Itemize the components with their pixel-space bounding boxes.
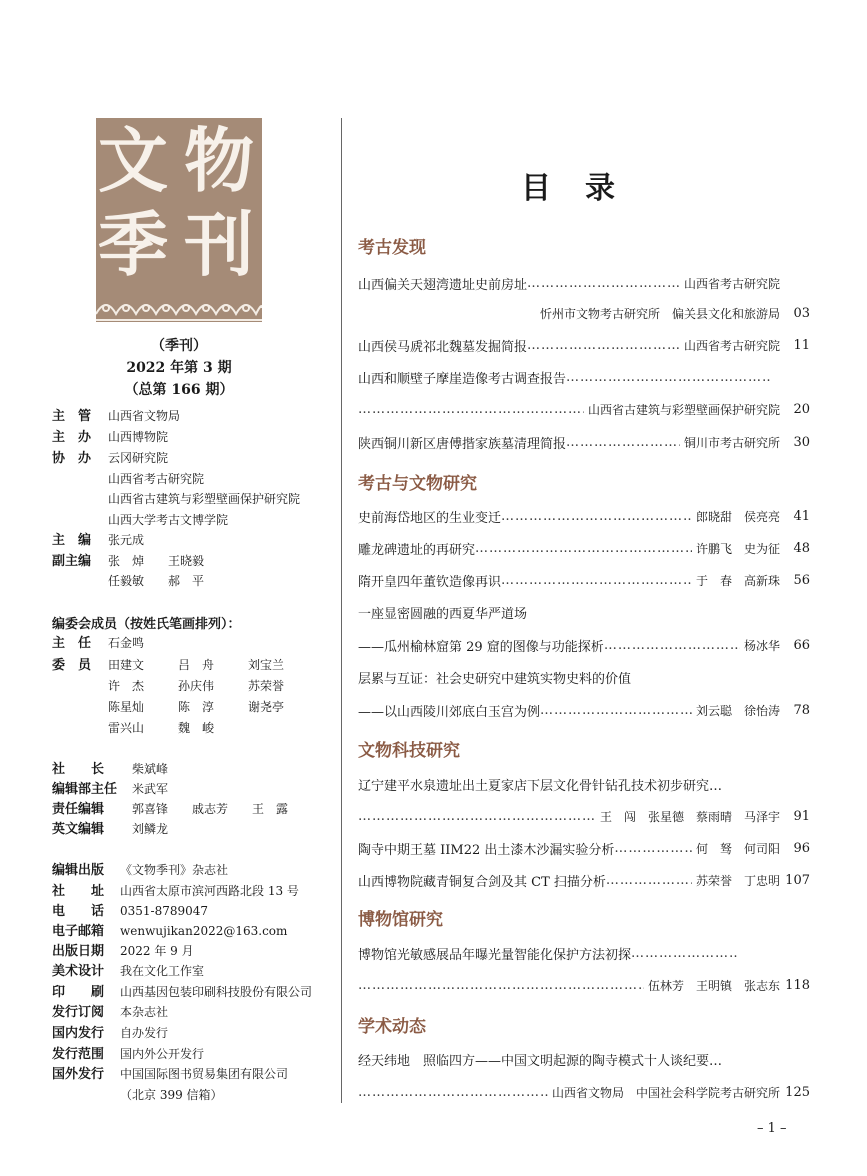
toc-entry[interactable]: 山西和顺壁子摩崖造像考古调查报告 …………………………………………………………………………………………………………………………………… [358, 367, 770, 387]
toc-entry[interactable]: …………………………………………………………………………………………………………………………………… 山西省文物局 中国社会科学院考古研究所 125 [358, 1082, 810, 1102]
staff-row: 责任编辑 郭喜锋 戚志芳 王 露 [52, 802, 289, 817]
leader-dots [358, 809, 596, 824]
toc-entry[interactable]: 忻州市文物考古研究所 偏关县文化和旅游局 03 [539, 305, 810, 321]
pub-row: 发行范围 国内外公开发行 [52, 1047, 205, 1062]
toc-entry[interactable]: 山西博物院藏青铜复合剑及其 CT 扫描分析 …………………………………………………………………………………………………………………………………… 苏荣誉 丁忠明 107 [358, 870, 810, 890]
masthead-row: 主 编 张元成 [52, 533, 145, 548]
pub-row: 编辑出版 《文物季刊》杂志社 [52, 863, 229, 878]
leader-dots [475, 541, 692, 556]
toc-entry[interactable]: 层累与互证：社会史研究中建筑实物史料的价值 [358, 671, 632, 687]
toc-entry[interactable]: …………………………………………………………………………………………………………………………………… 王 闯 张星德 蔡雨晴 马泽宇 91 [358, 806, 810, 826]
leader-dots [501, 509, 692, 524]
committee-members-row: 雷兴山 魏 峻 [108, 721, 215, 735]
pub-row: 美术设计 我在文化工作室 [52, 964, 205, 979]
leader-dots [566, 435, 680, 450]
pub-row: 国内发行 自办发行 [52, 1026, 169, 1041]
leader-dots [501, 573, 692, 588]
toc-entry[interactable]: 一座显密圆融的西夏华严道场 [358, 606, 528, 622]
page-number: – 1 – [757, 1121, 787, 1136]
toc-entry[interactable]: 陕西铜川新区唐傅揩家族墓清理简报 …………………………………………………………………………………………………………………………………… 铜川市考古研究所 30 [358, 432, 810, 452]
section-heading: 博物馆研究 [358, 910, 443, 930]
leader-dots [604, 638, 740, 653]
toc-entry[interactable]: ——瓜州榆林窟第 29 窟的图像与功能探析 …………………………………………………………………………………………………………………………………… 杨冰华 66 [358, 635, 810, 655]
column-divider [341, 118, 342, 1103]
leader-dots [566, 370, 770, 385]
toc-entry[interactable]: ——以山西陵川郊底白玉宫为例 …………………………………………………………………………………………………………………………………… 刘云聪 徐怡涛 78 [358, 700, 810, 720]
logo-char: 物 [184, 119, 254, 202]
leader-dots [540, 703, 692, 718]
toc-entry[interactable]: 山西侯马虒祁北魏墓发掘简报 …………………………………………………………………………………………………………………………………… 山西省考古研究院 11 [358, 335, 810, 355]
masthead-row: 副主编 张 焯 王晓毅 [52, 554, 205, 569]
issue-frequency: （季刊） [151, 338, 207, 354]
toc-entry[interactable]: 雕龙碑遗址的再研究 …………………………………………………………………………………………………………………………………… 许鹏飞 史为征 48 [358, 538, 810, 558]
masthead-row: 山西省古建筑与彩塑壁画保护研究院 [108, 492, 301, 506]
toc-entry[interactable]: 隋开皇四年董钦造像再识 …………………………………………………………………………………………………………………………………… 于 春 高新珠 56 [358, 570, 810, 590]
masthead-row: 主 办 山西博物院 [52, 430, 169, 445]
pub-row: 发行订阅 本杂志社 [52, 1005, 169, 1020]
masthead-row: 山西大学考古文博学院 [108, 513, 229, 527]
logo-char: 刊 [184, 203, 254, 286]
section-heading: 考古发现 [358, 238, 426, 258]
pub-row: 电子邮箱 wenwujikan2022@163.com [52, 924, 288, 939]
pub-row: 印 刷 山西基因包装印刷科技股份有限公司 [52, 985, 313, 1000]
leader-dots [527, 338, 680, 353]
leader-dots [358, 978, 644, 993]
committee-members-row: 委 员 田建文 吕 舟 刘宝兰 [52, 658, 285, 673]
masthead-row: 任毅敏 郝 平 [108, 574, 205, 588]
pub-row: 国外发行 中国国际图书贸易集团有限公司 [52, 1067, 289, 1082]
pub-row: 出版日期 2022 年 9 月 [52, 944, 194, 959]
leader-dots [358, 1085, 548, 1100]
masthead-row: 主 管 山西省文物局 [52, 409, 181, 424]
section-heading: 考古与文物研究 [358, 474, 477, 494]
masthead-row: 山西省考古研究院 [108, 472, 205, 486]
toc-entry[interactable]: 史前海岱地区的生业变迁 …………………………………………………………………………………………………………………………………… 郎晓甜 侯亮亮 41 [358, 506, 810, 526]
toc-entry[interactable]: …………………………………………………………………………………………………………………………………… 山西省古建筑与彩塑壁画保护研究院 20 [358, 399, 810, 419]
pub-row: 社 址 山西省太原市滨河西路北段 13 号 [52, 884, 299, 899]
toc-entry[interactable]: 博物馆光敏感展品年曝光量智能化保护方法初探 …………………………………………………………………………………………………………………………………… [358, 943, 738, 963]
staff-row: 社 长 柴斌峰 [52, 762, 169, 777]
toc-entry[interactable]: 经天纬地 照临四方——中国文明起源的陶寺模式十人谈纪要… [358, 1053, 723, 1069]
masthead-row: 协 办 云冈研究院 [52, 451, 169, 466]
section-heading: 学术动态 [358, 1017, 426, 1037]
pub-row: （北京 399 信箱） [120, 1088, 223, 1102]
pub-row: 电 话 0351-8789047 [52, 904, 209, 919]
leader-dots [527, 276, 680, 291]
section-heading: 文物科技研究 [358, 741, 460, 761]
cloud-pattern-border [96, 288, 262, 322]
toc-title: 目录 [521, 171, 649, 206]
toc-entry[interactable]: …………………………………………………………………………………………………………………………………… 伍林芳 王明镇 张志东 118 [358, 975, 810, 995]
toc-entry[interactable]: 山西偏关天翅湾遗址史前房址 …………………………………………………………………………………………………………………………………… 山西省考古研究院 [358, 273, 810, 293]
toc-entry[interactable]: 辽宁建平水泉遗址出土夏家店下层文化骨针钻孔技术初步研究… [358, 778, 723, 794]
staff-row: 编辑部主任 米武军 [52, 782, 169, 797]
leader-dots [606, 873, 692, 888]
leader-dots [631, 946, 738, 961]
issue-year: 2022 年第 3 期 [126, 360, 232, 376]
leader-dots [358, 402, 584, 417]
issue-total: （总第 166 期） [124, 382, 234, 398]
committee-chair: 主 任 石金鸣 [52, 636, 145, 651]
committee-members-row: 许 杰 孙庆伟 苏荣誉 [108, 679, 285, 693]
toc-entry[interactable]: 陶寺中期王墓 IIM22 出土漆木沙漏实验分析 …………………………………………………………………………………………………………………………………… 何 驽 何司阳 96 [358, 838, 810, 858]
logo-char: 文 [98, 119, 168, 202]
leader-dots [614, 841, 692, 856]
staff-row: 英文编辑 刘鳞龙 [52, 822, 169, 837]
journal-logo [96, 118, 262, 322]
logo-char: 季 [98, 203, 168, 286]
committee-members-row: 陈星灿 陈 淳 谢尧亭 [108, 700, 285, 714]
committee-title: 编委会成员（按姓氏笔画排列）： [52, 617, 241, 632]
